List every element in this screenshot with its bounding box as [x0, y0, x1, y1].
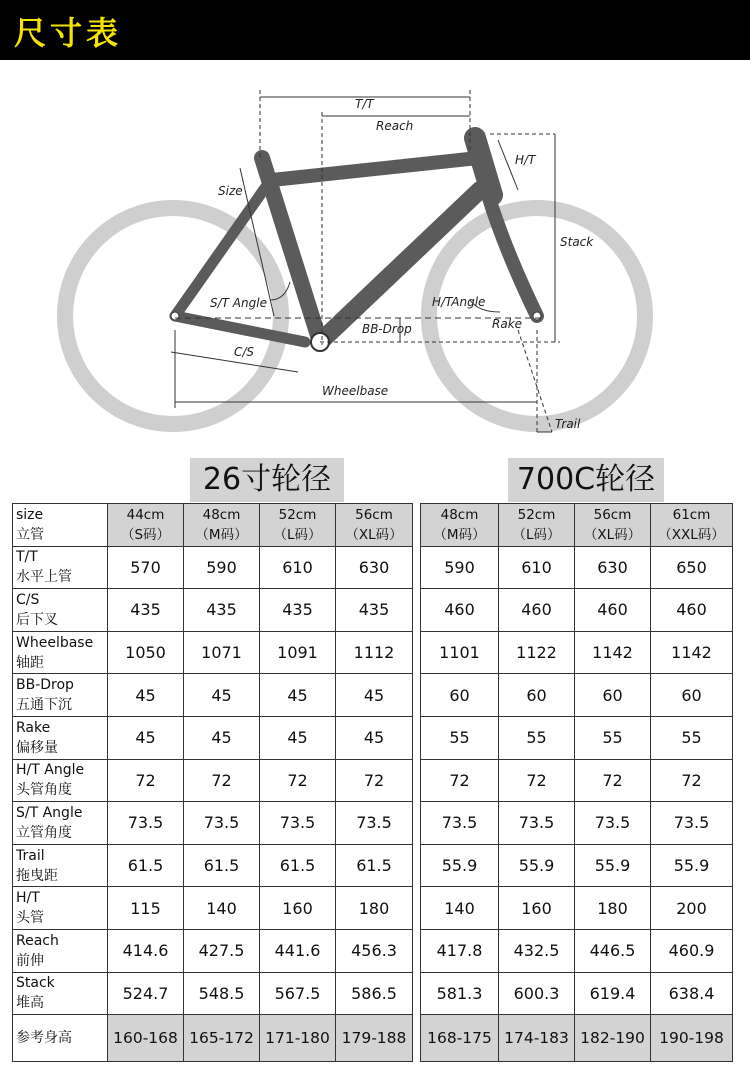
table-cell: 610	[499, 546, 575, 589]
table-cell: 45	[184, 716, 260, 759]
table-cell: 570	[108, 546, 184, 589]
table-cell: 73.5	[499, 802, 575, 845]
row-label: C/S 后下叉	[13, 589, 108, 632]
table-cell: 60	[421, 674, 499, 717]
label-st-angle: S/T Angle	[210, 296, 267, 310]
table-cell: 435	[108, 589, 184, 632]
table-cell: 630	[336, 546, 413, 589]
table-cell: 61.5	[260, 844, 336, 887]
table-row	[13, 716, 413, 759]
table-cell: 73.5	[651, 802, 733, 845]
table-cell: 45	[108, 716, 184, 759]
table-cell: 45	[336, 674, 413, 717]
table-cell: 446.5	[575, 929, 651, 972]
bike-geometry-diagram	[0, 60, 750, 455]
table-cell: 427.5	[184, 929, 260, 972]
table-cell: 414.6	[108, 929, 184, 972]
table-row	[13, 887, 413, 930]
label-ht: H/T	[515, 153, 536, 167]
table-cell: 1091	[260, 631, 336, 674]
table-cell: 72	[336, 759, 413, 802]
table-cell: 45	[108, 674, 184, 717]
table-cell: 73.5	[336, 802, 413, 845]
table-cell: 73.5	[184, 802, 260, 845]
table-row	[421, 929, 733, 972]
row-label: S/T Angle 立管角度	[13, 802, 108, 845]
height-cell: 165-172	[184, 1015, 260, 1062]
label-trail: Trail	[555, 417, 581, 431]
table-cell: 115	[108, 887, 184, 930]
table-cell: 590	[184, 546, 260, 589]
table-cell: 581.3	[421, 972, 499, 1015]
table-row	[13, 972, 413, 1015]
table-cell: 180	[336, 887, 413, 930]
height-cell: 182-190	[575, 1015, 651, 1062]
height-cell: 168-175	[421, 1015, 499, 1062]
table-cell: 55.9	[499, 844, 575, 887]
table-cell: 72	[651, 759, 733, 802]
table-cell: 460	[421, 589, 499, 632]
row-label: T/T 水平上管	[13, 546, 108, 589]
table-cell: 1112	[336, 631, 413, 674]
table-cell: 548.5	[184, 972, 260, 1015]
table-cell: 1050	[108, 631, 184, 674]
table-row	[13, 929, 413, 972]
table-cell: 1122	[499, 631, 575, 674]
table-cell: 60	[499, 674, 575, 717]
table-cell: 1142	[575, 631, 651, 674]
table-cell: 60	[651, 674, 733, 717]
table-cell: 619.4	[575, 972, 651, 1015]
row-label: Trail 拖曳距	[13, 844, 108, 887]
table-row	[421, 972, 733, 1015]
label-ht-angle: H/TAngle	[432, 295, 486, 309]
table-cell: 45	[336, 716, 413, 759]
table-26-title: 26寸轮径	[190, 458, 344, 502]
table-row	[13, 631, 413, 674]
label-reach: Reach	[376, 119, 414, 133]
table-cell: 600.3	[499, 972, 575, 1015]
height-cell: 190-198	[651, 1015, 733, 1062]
table-cell: 435	[336, 589, 413, 632]
table-cell: 456.3	[336, 929, 413, 972]
table-cell: 73.5	[575, 802, 651, 845]
table-cell: 140	[421, 887, 499, 930]
table-cell: 567.5	[260, 972, 336, 1015]
table-cell: 45	[260, 674, 336, 717]
page-title: 尺寸表	[14, 14, 123, 52]
bike-frame-illustration	[0, 60, 750, 455]
height-cell: 171-180	[260, 1015, 336, 1062]
table-cell: 45	[260, 716, 336, 759]
table-cell: 638.4	[651, 972, 733, 1015]
table-row	[421, 674, 733, 717]
size-header: 48cm （M码）	[421, 504, 499, 547]
table-cell: 72	[421, 759, 499, 802]
table-cell: 55.9	[651, 844, 733, 887]
table-row	[421, 546, 733, 589]
size-header: 56cm （XL码）	[575, 504, 651, 547]
table-header-row	[421, 504, 733, 547]
table-row	[421, 716, 733, 759]
table-header-row	[13, 504, 413, 547]
table-700c-title: 700C轮径	[508, 458, 664, 502]
table-cell: 72	[108, 759, 184, 802]
table-cell: 160	[499, 887, 575, 930]
table-cell: 441.6	[260, 929, 336, 972]
table-cell: 55	[421, 716, 499, 759]
table-cell: 460	[575, 589, 651, 632]
row-label: Stack 堆高	[13, 972, 108, 1015]
table-cell: 61.5	[336, 844, 413, 887]
geometry-table-700c	[420, 503, 733, 1062]
table-row	[13, 546, 413, 589]
table-row	[13, 589, 413, 632]
height-label: 参考身高	[13, 1015, 108, 1062]
label-cs: C/S	[234, 345, 255, 359]
table-cell: 432.5	[499, 929, 575, 972]
table-row	[421, 759, 733, 802]
frame	[175, 138, 537, 342]
table-row	[13, 844, 413, 887]
height-row	[13, 1015, 413, 1062]
table-cell: 55	[651, 716, 733, 759]
page-header	[0, 0, 750, 60]
rear-axle	[171, 312, 179, 320]
table-cell: 630	[575, 546, 651, 589]
height-cell: 160-168	[108, 1015, 184, 1062]
table-cell: 72	[260, 759, 336, 802]
table-cell: 60	[575, 674, 651, 717]
table-cell: 650	[651, 546, 733, 589]
table-cell: 1071	[184, 631, 260, 674]
label-stack: Stack	[560, 235, 594, 249]
table-row	[421, 844, 733, 887]
height-row	[421, 1015, 733, 1062]
table-cell: 73.5	[421, 802, 499, 845]
row-label: size 立管	[13, 504, 108, 547]
table-cell: 61.5	[184, 844, 260, 887]
row-label: Reach 前伸	[13, 929, 108, 972]
table-cell: 435	[184, 589, 260, 632]
table-cell: 72	[184, 759, 260, 802]
table-cell: 72	[499, 759, 575, 802]
table-cell: 610	[260, 546, 336, 589]
table-cell: 72	[575, 759, 651, 802]
label-wheelbase: Wheelbase	[322, 384, 389, 398]
table-cell: 160	[260, 887, 336, 930]
table-cell: 417.8	[421, 929, 499, 972]
table-row	[421, 631, 733, 674]
size-header: 52cm （L码）	[499, 504, 575, 547]
label-tt: T/T	[355, 97, 374, 111]
geometry-table-26	[12, 503, 413, 1062]
size-header: 44cm （S码）	[108, 504, 184, 547]
row-label: Rake 偏移量	[13, 716, 108, 759]
table-cell: 1142	[651, 631, 733, 674]
table-cell: 524.7	[108, 972, 184, 1015]
table-row	[13, 759, 413, 802]
table-cell: 460	[499, 589, 575, 632]
height-cell: 179-188	[336, 1015, 413, 1062]
size-header: 52cm （L码）	[260, 504, 336, 547]
row-label: BB-Drop 五通下沉	[13, 674, 108, 717]
table-cell: 435	[260, 589, 336, 632]
table-cell: 180	[575, 887, 651, 930]
table-cell: 55.9	[421, 844, 499, 887]
table-row	[13, 802, 413, 845]
table-cell: 55	[575, 716, 651, 759]
row-label: Wheelbase 轴距	[13, 631, 108, 674]
table-cell: 73.5	[260, 802, 336, 845]
table-row	[13, 674, 413, 717]
table-cell: 460.9	[651, 929, 733, 972]
table-cell: 45	[184, 674, 260, 717]
table-cell: 140	[184, 887, 260, 930]
label-bb-drop: BB-Drop	[362, 322, 412, 336]
height-cell: 174-183	[499, 1015, 575, 1062]
table-cell: 200	[651, 887, 733, 930]
table-cell: 590	[421, 546, 499, 589]
row-label: H/T 头管	[13, 887, 108, 930]
size-header: 48cm （M码）	[184, 504, 260, 547]
front-axle	[533, 312, 541, 320]
size-header: 61cm （XXL码）	[651, 504, 733, 547]
table-row	[421, 589, 733, 632]
dimension-lines	[171, 90, 560, 432]
table-cell: 460	[651, 589, 733, 632]
table-row	[421, 802, 733, 845]
label-rake: Rake	[492, 317, 523, 331]
table-row	[421, 887, 733, 930]
size-header: 56cm （XL码）	[336, 504, 413, 547]
table-cell: 586.5	[336, 972, 413, 1015]
table-cell: 55.9	[575, 844, 651, 887]
table-cell: 1101	[421, 631, 499, 674]
table-cell: 61.5	[108, 844, 184, 887]
row-label: H/T Angle 头管角度	[13, 759, 108, 802]
table-cell: 73.5	[108, 802, 184, 845]
table-cell: 55	[499, 716, 575, 759]
label-size: Size	[218, 184, 243, 198]
